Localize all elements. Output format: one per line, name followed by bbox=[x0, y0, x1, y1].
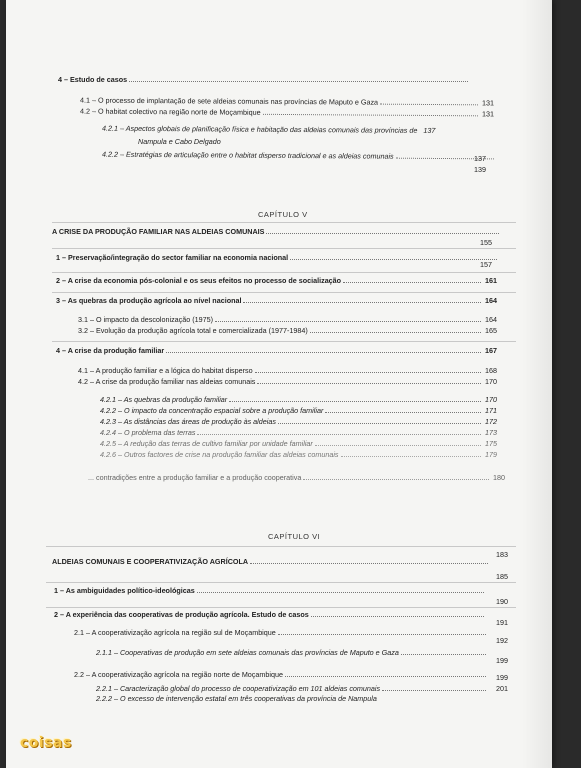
dot-leader bbox=[166, 352, 481, 353]
book-page bbox=[6, 0, 552, 768]
toc-entry-4 bbox=[58, 75, 468, 84]
toc-entry-label: 4.2 – O habitat colectivo na região norte de Moçambique bbox=[79, 106, 261, 117]
toc-page-number: 168 bbox=[485, 366, 497, 375]
toc-entry-label: 3 – As quebras da produção agrícola ao nível nacional bbox=[56, 296, 242, 305]
dot-leader bbox=[325, 412, 481, 413]
toc-page-number: 161 bbox=[485, 276, 497, 285]
toc-page-number: 190 bbox=[496, 597, 508, 606]
toc-page-number: 199 bbox=[496, 656, 508, 665]
toc-page-number: 170 bbox=[485, 377, 497, 386]
dot-leader bbox=[285, 676, 486, 677]
toc-entry-6-2 bbox=[54, 610, 484, 619]
toc-page-number: 131 bbox=[481, 98, 495, 108]
divider bbox=[52, 292, 516, 293]
dot-leader bbox=[266, 233, 499, 234]
toc-page-number: 164 bbox=[485, 296, 497, 305]
chapter-title bbox=[52, 227, 499, 236]
toc-entry-label: 4 – A crise da produção familiar bbox=[56, 346, 165, 355]
toc-page-number: 170 bbox=[485, 395, 497, 404]
toc-entry-label: 2.1.1 – Cooperativas de produção em sete aldeias comunais das províncias de Maputo e Gaza bbox=[96, 648, 399, 657]
toc-entry-label: 2.2 – A cooperativização agrícola na região norte de Moçambique bbox=[74, 670, 283, 679]
divider bbox=[46, 546, 516, 547]
toc-entry-label: 4 – Estudo de casos bbox=[58, 75, 128, 84]
toc-page-number: 131 bbox=[481, 109, 495, 119]
dot-leader bbox=[250, 563, 488, 564]
toc-page-number: 191 bbox=[496, 618, 508, 627]
toc-page-number: 137 bbox=[474, 154, 486, 163]
dot-leader bbox=[197, 434, 481, 435]
toc-entry-4-1 bbox=[80, 96, 494, 108]
toc-page-number: 139 bbox=[474, 165, 486, 174]
divider bbox=[52, 248, 516, 249]
toc-entry-4-2-1-cont bbox=[138, 137, 494, 146]
toc-entry-label: 2.2.1 – Caracterização global do processo de cooperativização em 101 aldeias comunais bbox=[96, 684, 381, 693]
chapter-heading: CAPÍTULO V bbox=[258, 210, 308, 219]
page-shadow bbox=[522, 0, 552, 768]
toc-entry-label: ALDEIAS COMUNAIS E COOPERATIVIZAÇÃO AGRÍCOLA bbox=[52, 557, 249, 566]
toc-entry-label: 1 – As ambiguidades político-ideológicas bbox=[54, 586, 195, 595]
toc-entry-label: 2.2.2 – O excesso de intervenção estatal em três cooperativas da província de Nampula bbox=[96, 694, 377, 703]
toc-entry-label: 4.2.4 – O problema das terras bbox=[100, 428, 196, 437]
toc-page-number: 172 bbox=[485, 417, 497, 426]
toc-entry-5-4-2-2 bbox=[100, 406, 497, 415]
toc-entry-label: 4.2.6 – Outros factores de crise na produção familiar das aldeias comunais bbox=[100, 450, 339, 459]
dot-leader bbox=[278, 423, 481, 424]
dot-leader bbox=[263, 114, 478, 117]
toc-entry-label: ... contradições entre a produção familiar e a produção cooperativa bbox=[88, 473, 302, 482]
toc-entry-6-2-2-1 bbox=[96, 684, 486, 693]
toc-entry-5-4-2 bbox=[78, 377, 497, 386]
toc-page-number: 173 bbox=[485, 428, 497, 437]
chapter-title bbox=[52, 557, 488, 566]
dot-leader bbox=[343, 282, 481, 283]
toc-entry-5-3 bbox=[56, 296, 497, 305]
toc-page-number: 171 bbox=[485, 406, 497, 415]
toc-entry-label: 4.1 – O processo de implantação de sete aldeias comunais nas províncias de Maputo e Gaza bbox=[79, 95, 379, 107]
divider bbox=[46, 607, 516, 608]
toc-entry-5-4-2-1 bbox=[100, 395, 497, 404]
divider bbox=[52, 272, 516, 273]
toc-page-number: 164 bbox=[485, 315, 497, 324]
toc-entry-label: 4.2.3 – As distâncias das áreas de produção às aldeias bbox=[100, 417, 276, 426]
toc-entry-label: 4.2.2 – O impacto da concentração espacial sobre a produção familiar bbox=[100, 406, 324, 415]
dot-leader bbox=[382, 690, 486, 691]
toc-page-number: 167 bbox=[485, 346, 497, 355]
toc-entry-label: 4.2.1 – Aspectos globais de planificação física e habitação das aldeias comunais das províncias de bbox=[101, 123, 418, 135]
toc-entry-6-2-2-2 bbox=[96, 694, 486, 703]
toc-entry-label: 3.1 – O impacto da descolonização (1975) bbox=[78, 315, 214, 324]
toc-page-number: 180 bbox=[493, 473, 505, 482]
dot-leader bbox=[229, 401, 481, 402]
toc-page-number: 137 bbox=[423, 125, 436, 135]
toc-entry-label: 4.2.1 – As quebras da produção familiar bbox=[100, 395, 228, 404]
toc-entry-5-2 bbox=[56, 276, 497, 285]
toc-entry-5-4-2-3 bbox=[100, 417, 497, 426]
toc-entry-4-2 bbox=[80, 107, 494, 119]
toc-entry-5-4-2-6 bbox=[100, 450, 497, 459]
toc-entry-label: A CRISE DA PRODUÇÃO FAMILIAR NAS ALDEIAS COMUNAIS bbox=[52, 227, 265, 236]
toc-page-number: 192 bbox=[496, 636, 508, 645]
dot-leader bbox=[303, 479, 489, 480]
toc-entry-label: 2 – A crise da economia pós-colonial e os seus efeitos no processo de socialização bbox=[56, 276, 342, 285]
toc-page-number: 199 bbox=[496, 673, 508, 682]
toc-entry-5-4-2-4 bbox=[100, 428, 497, 437]
toc-entry-6-2-1-1 bbox=[96, 648, 486, 657]
divider bbox=[52, 222, 516, 223]
toc-entry-4-2-1 bbox=[102, 124, 494, 136]
dot-leader bbox=[380, 104, 478, 106]
toc-page-number: 175 bbox=[485, 439, 497, 448]
toc-entry-label: 3.2 – Evolução da produção agrícola total e comercializada (1977-1984) bbox=[78, 326, 308, 335]
toc-page-number: 155 bbox=[480, 238, 492, 247]
dot-leader bbox=[255, 372, 481, 373]
toc-entry-label: 2 – A experiência das cooperativas de produção agrícola. Estudo de casos bbox=[54, 610, 309, 619]
divider bbox=[52, 341, 516, 342]
toc-page-number: 201 bbox=[496, 684, 508, 693]
watermark-logo: coisas bbox=[20, 735, 72, 751]
toc-entry-label: 2.1 – A cooperativização agrícola na região sul de Moçambique bbox=[74, 628, 276, 637]
toc-entry-label: 4.2 – A crise da produção familiar nas aldeias comunais bbox=[78, 377, 256, 386]
toc-page-number: 179 bbox=[485, 450, 497, 459]
toc-entry-5-4-1 bbox=[78, 366, 497, 375]
dot-leader bbox=[311, 616, 484, 617]
toc-page-number: 165 bbox=[485, 326, 497, 335]
toc-entry-6-1 bbox=[54, 586, 484, 595]
dot-leader bbox=[243, 302, 481, 303]
toc-entry-5-3-1 bbox=[78, 315, 497, 324]
dot-leader bbox=[197, 592, 484, 593]
toc-entry-6-2-1 bbox=[74, 628, 486, 637]
divider bbox=[46, 582, 516, 583]
chapter-heading: CAPÍTULO VI bbox=[268, 532, 321, 541]
dot-leader bbox=[215, 321, 481, 322]
toc-page-number: 185 bbox=[496, 572, 508, 581]
toc-entry-4-2-2 bbox=[102, 150, 494, 162]
dot-leader bbox=[401, 654, 486, 655]
dot-leader bbox=[257, 383, 481, 384]
toc-entry-label: 4.1 – A produção familiar e a lógica do habitat disperso bbox=[78, 366, 253, 375]
toc-entry-label: 4.2.5 – A redução das terras de cultivo familiar por unidade familiar bbox=[100, 439, 313, 448]
dot-leader bbox=[315, 445, 481, 446]
toc-entry-6-2-2 bbox=[74, 670, 486, 679]
dot-leader bbox=[341, 456, 481, 457]
dot-leader bbox=[129, 81, 468, 82]
toc-entry-5-4-2-5 bbox=[100, 439, 497, 448]
toc-page-number: 183 bbox=[496, 550, 508, 559]
toc-entry-label: 1 – Preservação/integração do sector familiar na economia nacional bbox=[56, 253, 289, 262]
dot-leader bbox=[278, 634, 486, 635]
toc-entry-5-3-2 bbox=[78, 326, 497, 335]
dot-leader bbox=[290, 259, 497, 260]
toc-entry-5-5 bbox=[88, 473, 505, 482]
toc-page-number: 157 bbox=[480, 260, 492, 269]
toc-entry-5-4 bbox=[56, 346, 497, 355]
toc-entry-5-1 bbox=[56, 253, 497, 262]
dot-leader bbox=[310, 332, 481, 333]
toc-entry-label: Nampula e Cabo Delgado bbox=[138, 137, 221, 146]
toc-entry-label: 4.2.2 – Estratégias de articulação entre o habitat disperso tradicional e as aldeias comunais bbox=[101, 149, 394, 161]
